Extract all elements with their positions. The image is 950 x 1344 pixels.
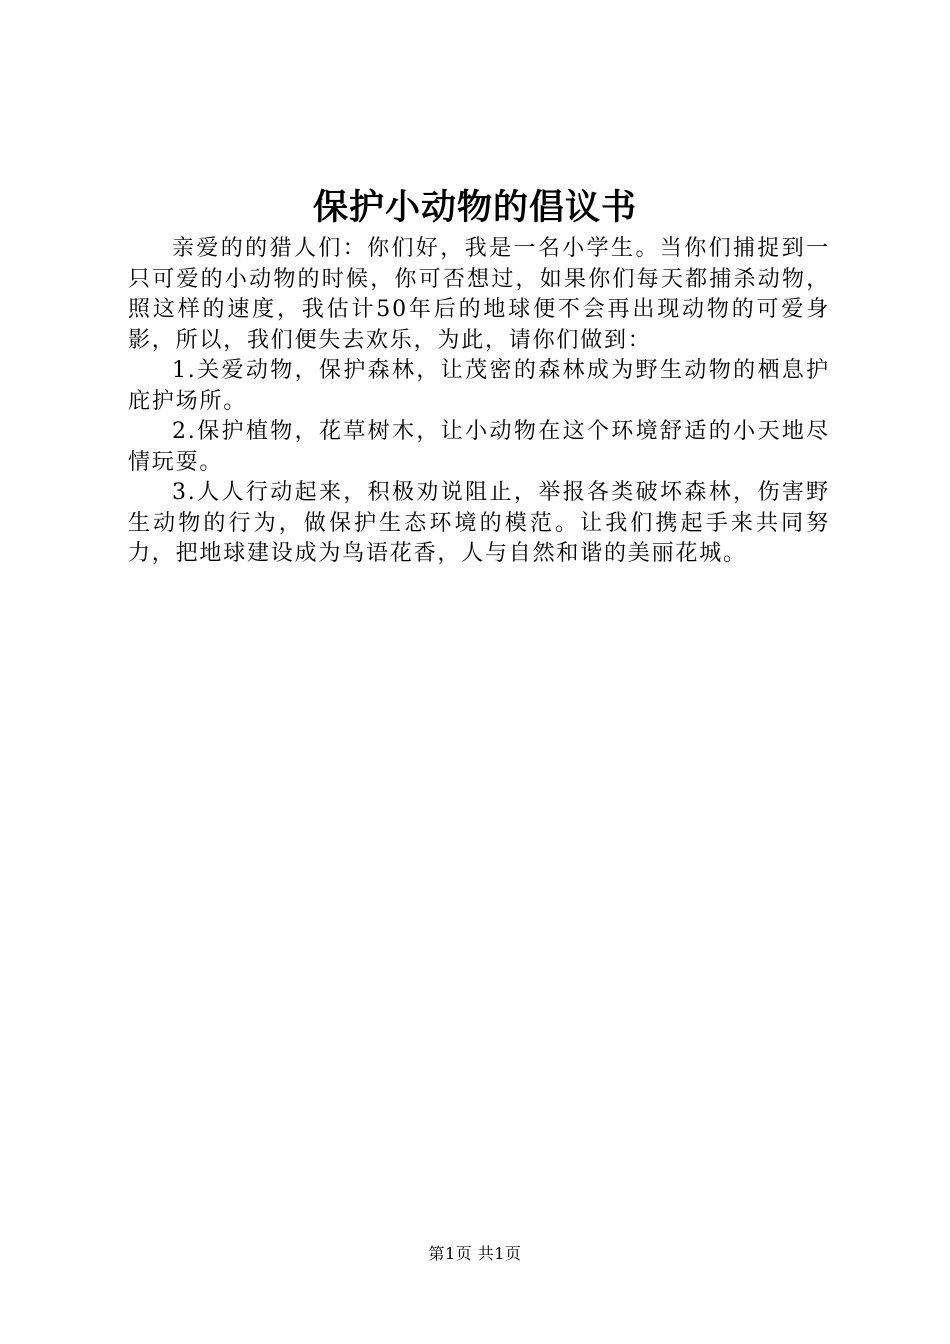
- paragraph-item-3: 3.人人行动起来，积极劝说阻止，举报各类破坏森林，伤害野生动物的行为，做保护生态环境的模范。让我们携起手来共同努力，把地球建设成为鸟语花香，人与自然和谐的美丽花城。: [128, 480, 830, 566]
- paragraph-greeting: 亲爱的的猎人们：你们好，我是一名小学生。当你们捕捉到一只可爱的小动物的时候，你可否想过，如果你们每天都捕杀动物，照这样的速度，我估计50年后的地球便不会再出现动物的可爱身影，所以，我们便失去欢乐，为此，请你们做到：: [128, 236, 830, 353]
- paragraph-item-2: 2.保护植物，花草树木，让小动物在这个环境舒适的小天地尽情玩耍。: [128, 419, 830, 475]
- document-body: [128, 234, 830, 570]
- page-number-footer: 第1页 共1页: [428, 1244, 522, 1263]
- document-title: 保护小动物的倡议书: [312, 187, 637, 228]
- paragraph-item-1: 1.关爱动物，保护森林，让茂密的森林成为野生动物的栖息护庇护场所。: [128, 358, 830, 414]
